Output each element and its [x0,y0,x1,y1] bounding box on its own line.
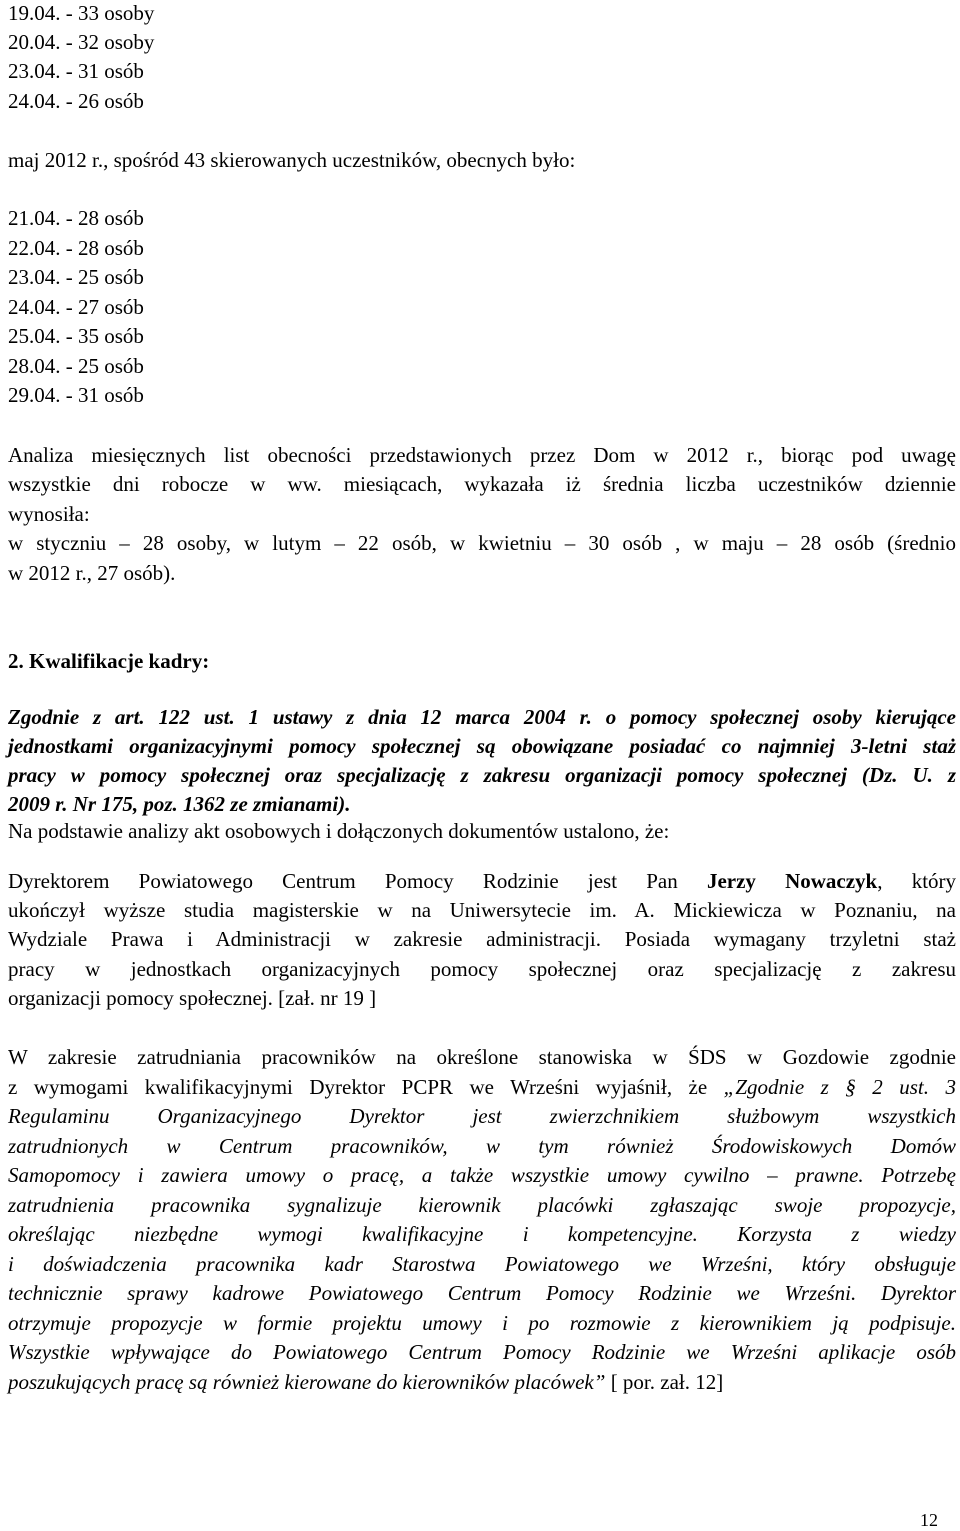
legal-line: 2009 r. Nr 175, poz. 1362 ze zmianami). [8,792,351,816]
attendance-entry: 24.04. - 27 osób [8,295,144,319]
attendance-entry: 21.04. - 28 osób [8,206,144,230]
director-line: pracy w jednostkach organizacyjnych pomocy społecznej oraz specjalizację z zakresu [8,957,956,981]
basis-line: Na podstawie analizy akt osobowych i dołączonych dokumentów ustalono, że: [8,819,670,843]
legal-line: Zgodnie z art. 122 ust. 1 ustawy z dnia 12 marca 2004 r. o pomocy społecznej osoby kierujące [8,705,956,729]
director-line: Dyrektorem Powiatowego Centrum Pomocy Rodzinie jest Pan Jerzy Nowaczyk, który [8,869,957,893]
analysis-line: wynosiła: [8,502,90,526]
employment-line: technicznie sprawy kadrowe Powiatowego Centrum Pomocy Rodzinie we Wrześni. Dyrektor [8,1281,956,1305]
legal-line: jednostkami organizacyjnymi pomocy społecznej są obowiązane posiadać co najmniej 3-letni staż [8,734,956,758]
attendance-entry: 24.04. - 26 osób [8,89,144,113]
analysis-line: Analiza miesięcznych list obecności przedstawionych przez Dom w 2012 r., biorąc pod uwagę [8,443,956,467]
attendance-entry: 25.04. - 35 osób [8,324,144,348]
director-line: Wydziale Prawa i Administracji w zakresie administracji. Posiada wymagany trzyletni staż [8,927,956,951]
legal-line: pracy w pomocy społecznej oraz specjalizację z zakresu organizacji pomocy społecznej (Dz. U. z [8,763,956,787]
attendance-entry: 28.04. - 25 osób [8,354,144,378]
employment-line: zatrudnienia pracownika sygnalizuje kierownik placówki zgłaszając swoje propozycje, [8,1193,956,1217]
analysis-line: w styczniu – 28 osoby, w lutym – 22 osób, w kwietniu – 30 osób , w maju – 28 osób (średnio [8,531,956,555]
director-line: organizacji pomocy społecznej. [zał. nr 19 ] [8,986,377,1010]
may-intro: maj 2012 r., spośród 43 skierowanych uczestników, obecnych było: [8,148,576,172]
analysis-line: w 2012 r., 27 osób). [8,561,176,585]
attendance-entry: 23.04. - 25 osób [8,265,144,289]
employment-line: zatrudnionych w Centrum pracowników, w tym również Środowiskowych Domów [8,1134,956,1158]
attendance-entry: 29.04. - 31 osób [8,383,144,407]
attendance-entry: 19.04. - 33 osoby [8,1,155,25]
employment-line: otrzymuje propozycje w formie projektu umowy i po rozmowie z kierownikiem ją podpisuje. [8,1311,956,1335]
employment-line: poszukujących pracę są również kierowane do kierowników placówek” [ por. zał. 12] [8,1370,724,1394]
employment-line: i doświadczenia pracownika kadr Starostwa Powiatowego we Wrześni, który obsługuje [8,1252,956,1276]
employment-line: W zakresie zatrudniania pracowników na określone stanowiska w ŚDS w Gozdowie zgodnie [8,1045,956,1069]
attendance-entry: 23.04. - 31 osób [8,59,144,83]
page-number: 12 [920,1510,938,1530]
section-heading: 2. Kwalifikacje kadry: [8,649,210,673]
analysis-line: wszystkie dni robocze w ww. miesiącach, wykazała iż średnia liczba uczestników dziennie [8,472,956,496]
employment-line: z wymogami kwalifikacyjnymi Dyrektor PCPR we Wrześni wyjaśnił, że „Zgodnie z § 2 ust. 3 [8,1075,956,1099]
employment-line: Regulaminu Organizacyjnego Dyrektor jest zwierzchnikiem służbowym wszystkich [8,1104,956,1128]
attendance-entry: 20.04. - 32 osoby [8,30,155,54]
attendance-entry: 22.04. - 28 osób [8,236,144,260]
director-name: Jerzy Nowaczyk [706,869,878,893]
employment-line: Wszystkie wpływające do Powiatowego Centrum Pomocy Rodzinie we Wrześni aplikacje osób [8,1340,956,1364]
employment-line: określając niezbędne wymogi kwalifikacyjne i kompetencyjne. Korzysta z wiedzy [8,1222,956,1246]
director-line: ukończył wyższe studia magisterskie w na Uniwersytecie im. A. Mickiewicza w Poznaniu, na [8,898,956,922]
employment-line: Samopomocy i zawiera umowy o pracę, a także wszystkie umowy cywilno – prawne. Potrzebę [8,1163,956,1187]
